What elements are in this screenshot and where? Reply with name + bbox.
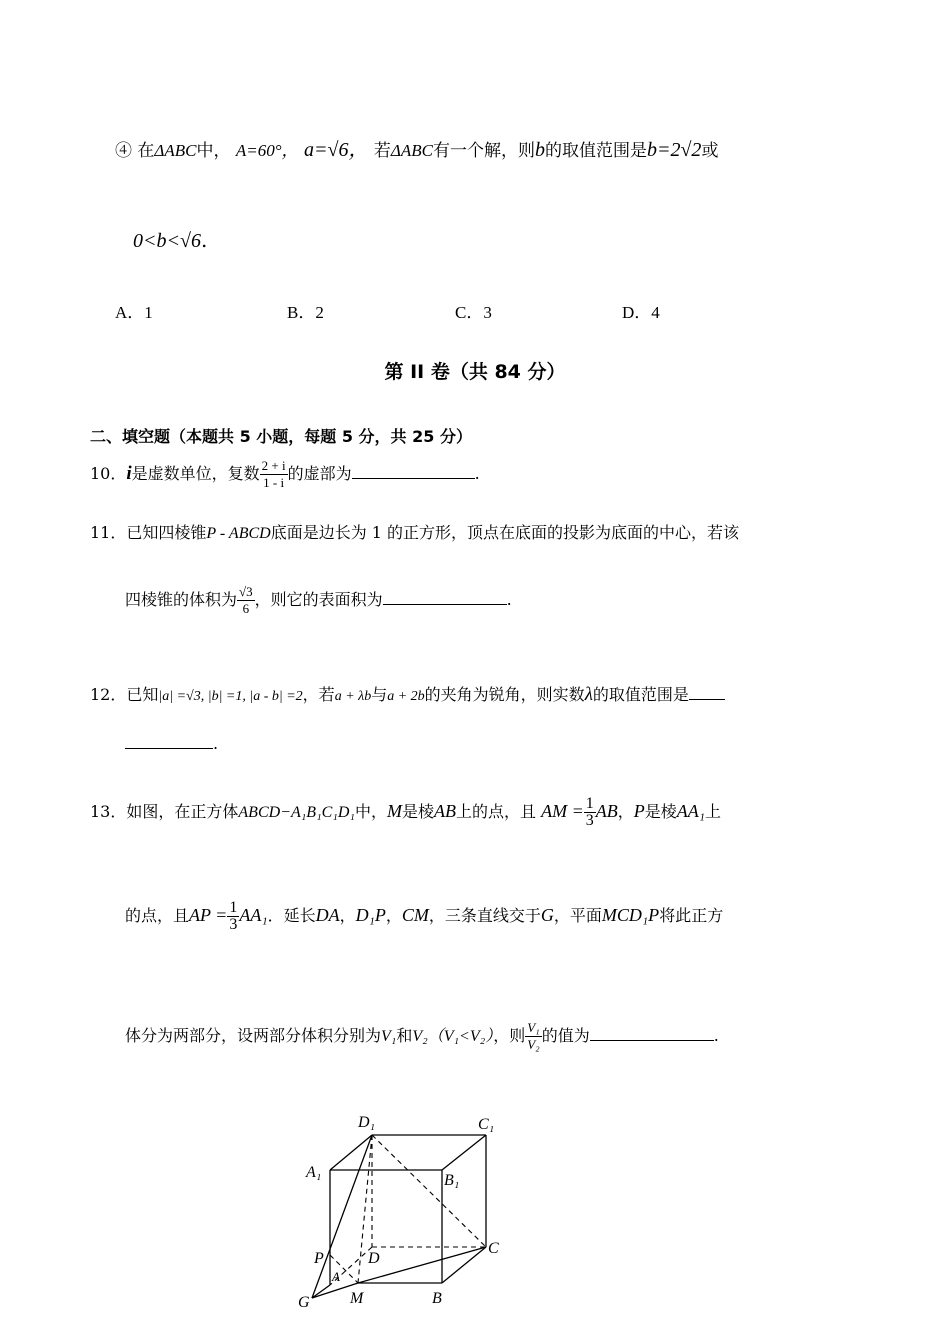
label-p: P — [314, 1250, 324, 1267]
label-b: B — [432, 1290, 442, 1307]
label-c1: C₁ — [478, 1116, 495, 1133]
label-b1: B₁ — [444, 1172, 460, 1189]
item-4-line2: 0<b<√6. — [133, 228, 208, 252]
q11-fraction: $\frac{√3}{6}$ — [239, 584, 253, 616]
q12-answer-blank-a[interactable] — [689, 683, 725, 700]
label-m: M — [350, 1290, 364, 1307]
label-c: C — [488, 1240, 499, 1257]
label-d: D — [368, 1250, 380, 1267]
option-c[interactable]: C．3 — [455, 303, 492, 322]
q13-answer-blank[interactable] — [590, 1024, 714, 1041]
item-4-line1: ④ 在ΔABC中， A=60°， a=√6， 若ΔABC有一个解，则b的取值范围是b=2√2或 — [115, 139, 719, 161]
question-13-line2: 的点，且AP = $\frac{1}{3}$ AA₁．延长DA，D₁P，CM，三条直线交于G，平面MCD₁P将此正方 — [125, 899, 724, 933]
label-a1: A₁ — [306, 1164, 322, 1181]
question-11-line1: 11．已知四棱锥P - ABCD底面是边长为 1 的正方形，顶点在底面的投影为底面的中心，若该 — [90, 523, 740, 542]
q10-fraction: $\frac{2 + i}{1 - i}$ — [261, 458, 286, 490]
q13-am-fraction: $\frac{1}{3}$ — [585, 795, 594, 829]
question-12-line2: . — [125, 732, 218, 753]
q10-answer-blank[interactable] — [352, 462, 475, 479]
option-b[interactable]: B．2 — [287, 303, 324, 322]
question-13-line1: 13．如图，在正方体ABCD−A₁B₁C₁D₁中，M是棱AB上的点，且 AM = $\frac{1}{3}$ AB，P是棱AA₁上 — [90, 795, 722, 829]
label-g: G — [298, 1294, 310, 1311]
option-d[interactable]: D．4 — [622, 303, 660, 322]
section-title: 二、填空题（本题共 5 小题，每题 5 分，共 25 分） — [90, 427, 472, 446]
q13-volume-fraction: $\frac{\text{V₁}}{\text{V₂}}$ — [527, 1020, 540, 1052]
q13-ap-fraction: $\frac{1}{3}$ — [229, 899, 238, 933]
label-d1: D₁ — [358, 1114, 376, 1131]
item-4-marker: ④ — [115, 141, 132, 161]
question-12-line1: 12．已知|a| =√3, |b| =1, |a - b| =2，若a + λb与a + 2b的夹角为锐角，则实数λ的取值范围是 — [90, 682, 725, 706]
option-a[interactable]: A．1 — [115, 303, 153, 322]
question-11-line2: 四棱锥的体积为 $\frac{√3}{6}$ ，则它的表面积为 . — [125, 584, 512, 616]
question-10: 10．i是虚数单位，复数 $\frac{2 + i}{1 - i}$ 的虚部为 . — [90, 458, 480, 490]
q11-answer-blank[interactable] — [383, 588, 507, 605]
q12-answer-blank-b[interactable] — [125, 732, 213, 749]
label-a: A — [332, 1269, 340, 1284]
cube-figure — [290, 1105, 520, 1315]
question-13-line3: 体分为两部分，设两部分体积分别为V₁和V₂（V₁<V₂），则 $\frac{\text{V₁}}{\text{V₂}}$ 的值为 . — [125, 1020, 719, 1052]
part-title: 第 II 卷（共 84 分） — [384, 361, 566, 383]
